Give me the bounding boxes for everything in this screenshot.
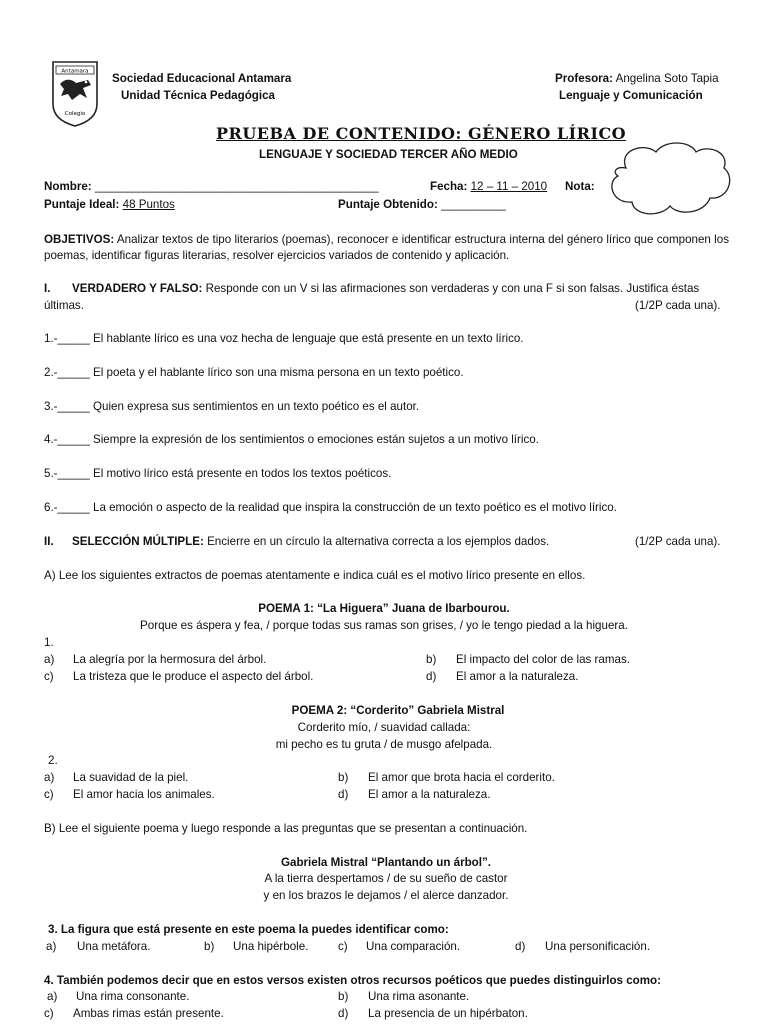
obtained-score[interactable]: [338, 198, 506, 211]
poem-3-line-1: A la tierra despertamos / de su sueño de castor: [264, 872, 508, 885]
q4-option-b[interactable]: b) Una rima asonante.: [338, 990, 470, 1003]
objectives-label: OBJETIVOS:: [44, 233, 115, 246]
teacher-name: Angelina Soto Tapia: [615, 72, 719, 85]
poem-1-text: Porque es áspera y fea, / porque todas sus ramas son grises, / yo le tengo piedad a la higuera.: [140, 619, 628, 632]
question-2-number: 2.: [48, 754, 58, 767]
section-1-heading: VERDADERO Y FALSO:: [72, 282, 203, 295]
section-1-instruction: Responde con un V si las afirmaciones son verdaderas y con una F si son falsas. Justifica éstas: [205, 282, 700, 295]
section-1-number: I.: [44, 282, 51, 295]
school-crest-logo: [50, 58, 100, 128]
section-1-instruction-end: últimas.: [44, 299, 84, 312]
teacher-label: Profesora:: [555, 72, 613, 85]
section-1-header: [44, 282, 729, 295]
school-name: Sociedad Educacional Antamara: [112, 72, 292, 85]
q1-option-c[interactable]: c) La tristeza que le produce el aspecto del árbol.: [44, 670, 314, 683]
q1-option-b[interactable]: b) El impacto del color de las ramas.: [426, 653, 630, 666]
q1-option-d[interactable]: d) El amor a la naturaleza.: [426, 670, 579, 683]
grade-cloud-shape: [604, 138, 736, 220]
q4-option-a[interactable]: a) Una rima consonante.: [47, 990, 190, 1003]
tf-item-4[interactable]: 4.-_____ Siempre la expresión de los sentimientos o emociones están sujetos a un motivo lírico.: [44, 433, 539, 446]
q4-option-c[interactable]: c) Ambas rimas están presente.: [44, 1007, 224, 1020]
q3-option-c[interactable]: c) Una comparación.: [338, 940, 461, 953]
obtained-label: Puntaje Obtenido:: [338, 198, 438, 211]
q3-option-d[interactable]: d) Una personificación.: [515, 940, 651, 953]
date-value: 12 – 11 – 2010: [470, 180, 548, 193]
name-blank[interactable]: ____________________________________________: [94, 180, 379, 193]
tf-item-3[interactable]: 3.-_____ Quien expresa sus sentimientos en un texto poético es el autor.: [44, 400, 420, 413]
page-subtitle: LENGUAJE Y SOCIEDAD TERCER AÑO MEDIO: [259, 148, 518, 161]
part-b-instruction: B) Lee el siguiente poema y luego responde a las preguntas que se presentan a continuación.: [44, 822, 528, 835]
section-2-heading: SELECCIÓN MÚLTIPLE:: [72, 535, 204, 548]
tf-item-5[interactable]: 5.-_____ El motivo lírico está presente en todos los textos poéticos.: [44, 467, 392, 480]
ideal-score: [44, 198, 175, 211]
poem-2-line-1: Corderito mío, / suavidad callada:: [297, 721, 471, 734]
poem-3-line-2: y en los brazos le dejamos / el alerce danzador.: [263, 889, 509, 902]
section-2-points: (1/2P cada una).: [635, 535, 721, 548]
svg-text:Colegio: Colegio: [64, 111, 86, 117]
poem-2-title: POEMA 2: “Corderito” Gabriela Mistral: [291, 704, 505, 717]
page-title: [216, 124, 626, 143]
tf-item-1[interactable]: 1.-_____ El hablante lírico es una voz hecha de lenguaje que está presente en un texto lírico.: [44, 332, 524, 345]
q1-option-a[interactable]: a) La alegría por la hermosura del árbol.: [44, 653, 267, 666]
poem-3-title: Gabriela Mistral “Plantando un árbol”.: [280, 856, 491, 869]
question-1-number: 1.: [44, 636, 54, 649]
subject-name: Lenguaje y Comunicación: [559, 89, 703, 102]
objectives-text: Analizar textos de tipo literarios (poemas), reconocer e identificar estructura interna del género lírico que componen los poemas, identificar figuras literarias, resolver ejercicios variados de contenido y aplicación.: [44, 233, 729, 262]
title-rest: GÉNERO LÍRICO: [467, 124, 627, 143]
poem-2-line-2: mi pecho es tu gruta / de musgo afelpada.: [275, 738, 493, 751]
q2-option-d[interactable]: d) El amor a la naturaleza.: [338, 788, 491, 801]
q2-option-a[interactable]: a) La suavidad de la piel.: [44, 771, 189, 784]
tf-item-6[interactable]: 6.-_____ La emoción o aspecto de la realidad que inspira la construcción de un texto poético es el motivo lírico.: [44, 501, 617, 514]
title-underlined: PRUEBA DE CONTENIDO:: [216, 124, 462, 143]
date-label: Fecha:: [430, 180, 468, 193]
q3-option-b[interactable]: b) Una hipérbole.: [204, 940, 309, 953]
q2-option-b[interactable]: b) El amor que brota hacia el corderito.: [338, 771, 555, 784]
tf-item-2[interactable]: 2.-_____ El poeta y el hablante lírico son una misma persona en un texto poético.: [44, 366, 464, 379]
unit-name: Unidad Técnica Pedagógica: [121, 89, 275, 102]
grade-label: Nota:: [565, 180, 595, 193]
date-field: [430, 180, 547, 193]
name-field[interactable]: [44, 180, 379, 193]
section-2-instruction: Encierre en un círculo la alternativa correcta a los ejemplos dados.: [207, 535, 550, 548]
objectives: [44, 232, 729, 264]
part-a-instruction: A) Lee los siguientes extractos de poemas atentamente e indica cuál es el motivo lírico presente en ellos.: [44, 569, 586, 582]
q2-option-c[interactable]: c) El amor hacia los animales.: [44, 788, 215, 801]
section-2-header: [44, 535, 549, 548]
poem-1-title: POEMA 1: “La Higuera” Juana de Ibarbourou.: [258, 602, 510, 615]
question-4: 4. También podemos decir que en estos versos existen otros recursos poéticos que puedes distinguirlos como:: [44, 974, 661, 987]
section-2-number: II.: [44, 535, 54, 548]
ideal-label: Puntaje Ideal:: [44, 198, 120, 211]
section-1-points: (1/2P cada una).: [635, 299, 721, 312]
q3-option-a[interactable]: a) Una metáfora.: [46, 940, 151, 953]
name-label: Nombre:: [44, 180, 92, 193]
question-3: 3. La figura que está presente en este poema la puedes identificar como:: [48, 923, 449, 936]
q4-option-d[interactable]: d) La presencia de un hipérbaton.: [338, 1007, 528, 1020]
obtained-blank[interactable]: __________: [441, 198, 506, 211]
svg-text:Antamara: Antamara: [61, 68, 89, 75]
ideal-value: 48 Puntos: [122, 198, 175, 211]
teacher-line: [555, 72, 719, 85]
